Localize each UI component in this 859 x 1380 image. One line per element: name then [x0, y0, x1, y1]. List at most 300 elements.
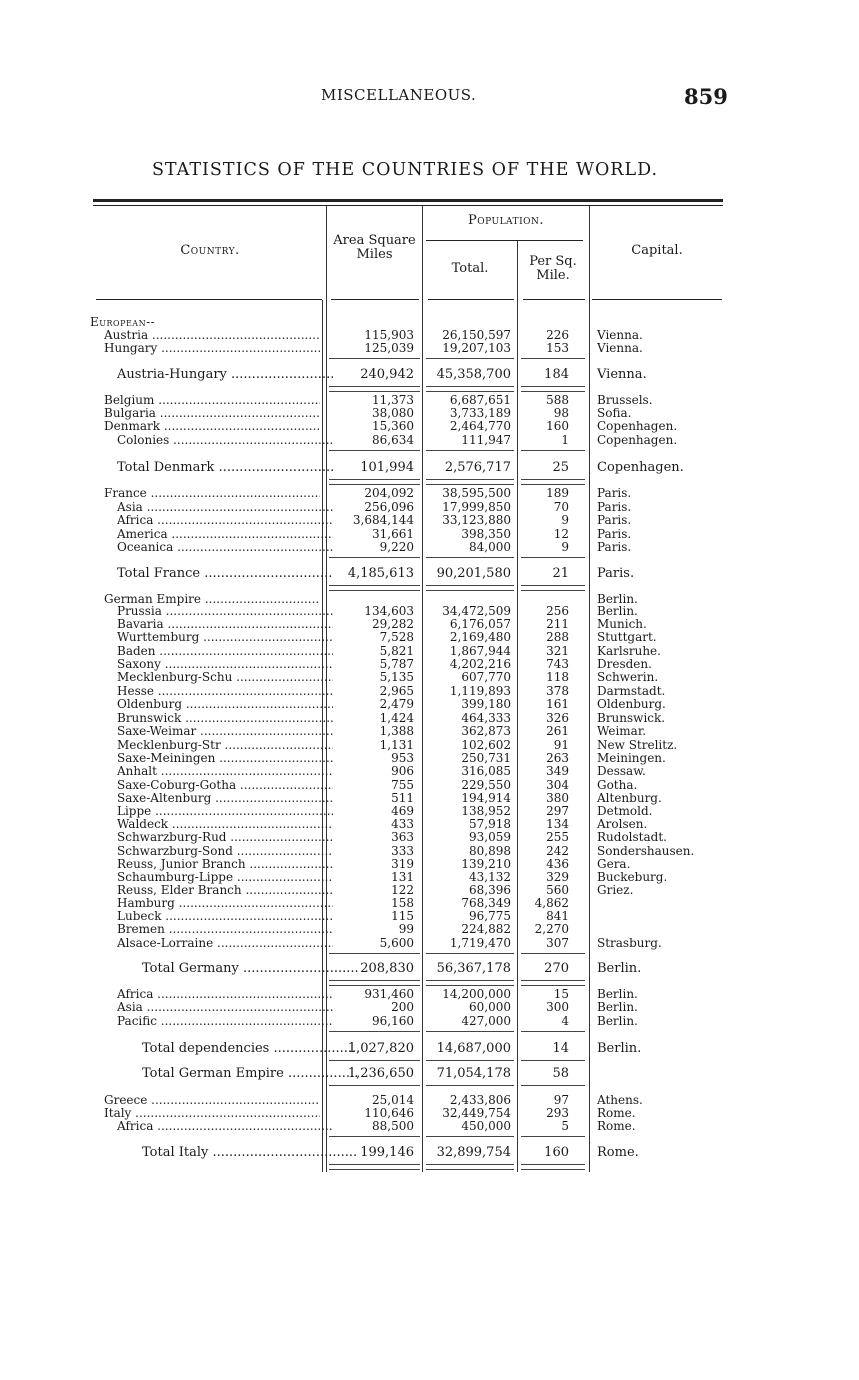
total-double-rule	[329, 585, 420, 591]
per-sq-mile-cell: 297	[546, 804, 569, 818]
country-name	[117, 567, 333, 580]
table-row	[0, 420, 859, 434]
capital-cell: Dresden.	[597, 657, 652, 671]
leader-dots	[215, 752, 333, 765]
per-sq-mile-cell: 70	[553, 500, 569, 514]
total-cell: 17,999,850	[442, 500, 511, 514]
total-cell: 45,358,700	[436, 367, 511, 382]
area-cell: 953	[391, 751, 414, 765]
country-name	[104, 1094, 320, 1107]
leader-dots	[199, 631, 333, 644]
subtotal-rule	[426, 1031, 514, 1032]
subtotal-rule	[329, 1031, 420, 1032]
per-sq-mile-cell: 9	[561, 540, 569, 554]
country-name	[117, 514, 333, 527]
capital-cell: Athens.	[597, 1093, 643, 1107]
country-name	[117, 712, 333, 725]
country-name	[104, 420, 320, 433]
per-sq-mile-cell: 226	[546, 328, 569, 342]
area-cell: 204,092	[364, 486, 414, 500]
subtotal-rule	[521, 358, 585, 359]
per-sq-mile-cell: 160	[544, 1145, 569, 1160]
leader-dots	[226, 831, 333, 844]
per-sq-mile-cell: 4,862	[534, 896, 569, 910]
leader-dots	[155, 645, 333, 658]
total-cell: 2,433,806	[449, 1093, 511, 1107]
capital-cell: Meiningen.	[597, 751, 666, 765]
area-cell: 240,942	[360, 367, 414, 382]
country-name	[117, 618, 333, 631]
total-cell: 33,123,880	[442, 513, 511, 527]
capital-cell: Vienna.	[597, 328, 643, 342]
per-sq-mile-cell: 321	[546, 644, 569, 658]
total-double-rule	[426, 479, 514, 485]
capital-cell: Munich.	[597, 617, 647, 631]
country-name-text: Greece	[104, 1094, 148, 1107]
country-name-text: Schwarzburg-Rud	[117, 831, 227, 844]
total-double-rule	[329, 980, 420, 986]
country-name	[104, 1107, 320, 1120]
country-name	[90, 316, 306, 329]
subtotal-rule	[521, 953, 585, 954]
area-cell: 122	[391, 883, 414, 897]
table-row	[0, 845, 859, 859]
country-name-text: Asia	[117, 1001, 143, 1014]
capital-cell: Sondershausen.	[597, 844, 695, 858]
total-cell: 607,770	[461, 670, 511, 684]
capital-cell: Arolsen.	[597, 817, 648, 831]
country-name-text: Austria	[104, 329, 149, 342]
capital-cell: Vienna.	[597, 367, 647, 382]
per-sq-mile-cell: 1	[561, 433, 569, 447]
header-per-sq-mile: Per Sq. Mile.	[529, 254, 577, 283]
leader-dots	[246, 858, 333, 871]
area-cell: 9,220	[379, 540, 414, 554]
country-name-text: Anhalt	[117, 765, 157, 778]
section-title: MISCELLANEOUS.	[321, 86, 477, 104]
country-name-text: America	[117, 528, 168, 541]
country-name	[104, 394, 320, 407]
area-cell: 25,014	[372, 1093, 414, 1107]
table-row	[0, 937, 859, 951]
table-row	[0, 407, 859, 421]
total-cell: 68,396	[469, 883, 511, 897]
table-row	[0, 1094, 859, 1108]
area-cell: 134,603	[364, 604, 414, 618]
area-cell: 38,080	[372, 406, 414, 420]
leader-dots	[157, 342, 320, 355]
per-sq-mile-cell: 14	[552, 1041, 569, 1056]
subtotal-rule	[521, 1085, 585, 1086]
area-cell: 29,282	[372, 617, 414, 631]
table-row	[0, 871, 859, 885]
total-cell: 194,914	[461, 791, 511, 805]
subtotal-rule	[426, 1060, 514, 1061]
header-total: Total.	[451, 261, 489, 276]
country-name-text: Schwarzburg-Sond	[117, 845, 233, 858]
country-name	[117, 658, 333, 671]
country-name-text: Waldeck	[117, 818, 169, 831]
area-cell: 4,185,613	[347, 566, 414, 581]
leader-dots	[154, 685, 333, 698]
capital-cell: Oldenburg.	[597, 697, 666, 711]
country-name	[117, 818, 333, 831]
header-population: Population.	[467, 213, 545, 228]
capital-cell: Rome.	[597, 1119, 636, 1133]
table-row	[0, 779, 859, 793]
total-cell: 80,898	[469, 844, 511, 858]
per-sq-mile-cell: 378	[546, 684, 569, 698]
total-double-rule	[521, 386, 585, 392]
country-name-text: Saxe-Meiningen	[117, 752, 216, 765]
per-sq-mile-cell: 288	[546, 630, 569, 644]
capital-cell: Paris.	[597, 500, 632, 514]
country-name	[117, 725, 333, 738]
total-cell: 1,119,893	[449, 684, 511, 698]
total-cell: 34,472,509	[442, 604, 511, 618]
country-name	[117, 937, 333, 950]
table-row	[0, 831, 859, 845]
per-sq-mile-cell: 4	[561, 1014, 569, 1028]
country-name-text: Baden	[117, 645, 156, 658]
subtotal-rule	[329, 953, 420, 954]
total-cell: 60,000	[469, 1000, 511, 1014]
total-row	[0, 1042, 859, 1056]
total-cell: 398,350	[461, 527, 511, 541]
per-sq-mile-cell: 380	[546, 791, 569, 805]
leader-dots	[214, 461, 333, 474]
area-cell: 11,373	[372, 393, 414, 407]
total-double-rule	[329, 1164, 420, 1170]
country-name-text: Colonies	[117, 434, 170, 447]
total-cell: 57,918	[469, 817, 511, 831]
table-row	[0, 698, 859, 712]
capital-cell: Rome.	[597, 1145, 639, 1160]
country-name-text: Bulgaria	[104, 407, 156, 420]
country-name-text: German Empire	[104, 593, 201, 606]
country-name	[117, 858, 333, 871]
country-name	[104, 407, 320, 420]
per-sq-mile-cell: 263	[546, 751, 569, 765]
table-row	[0, 329, 859, 343]
country-name-text: Total Germany	[142, 962, 239, 975]
table-row	[0, 618, 859, 632]
table-row	[0, 645, 859, 659]
leader-dots	[147, 1094, 320, 1107]
capital-cell: Rudolstadt.	[597, 830, 667, 844]
area-cell: 7,528	[379, 630, 414, 644]
country-name	[117, 923, 333, 936]
country-name-text: Saxony	[117, 658, 161, 671]
total-row	[0, 1146, 859, 1160]
total-cell: 399,180	[461, 697, 511, 711]
total-row	[0, 567, 859, 581]
capital-cell: Berlin.	[597, 604, 638, 618]
table-row	[0, 541, 859, 555]
capital-cell: Gera.	[597, 857, 631, 871]
leader-dots	[173, 541, 333, 554]
country-name	[117, 461, 333, 474]
per-sq-mile-cell: 329	[546, 870, 569, 884]
capital-cell: Berlin.	[597, 987, 638, 1001]
table-row	[0, 752, 859, 766]
country-name	[117, 645, 333, 658]
total-cell: 6,687,651	[449, 393, 511, 407]
country-name	[117, 871, 333, 884]
country-name-text: Schaumburg-Lippe	[117, 871, 234, 884]
leader-dots	[168, 528, 333, 541]
capital-cell: Copenhagen.	[597, 460, 684, 475]
country-name	[117, 831, 333, 844]
leader-dots	[165, 923, 333, 936]
leader-dots	[153, 1120, 333, 1133]
total-row	[0, 962, 859, 976]
per-sq-mile-cell: 293	[546, 1106, 569, 1120]
per-sq-mile-cell: 91	[553, 738, 569, 752]
country-name-text: Africa	[117, 1120, 154, 1133]
table-row	[0, 765, 859, 779]
subtotal-rule	[521, 1136, 585, 1137]
leader-dots	[169, 434, 333, 447]
total-cell: 2,464,770	[449, 419, 511, 433]
per-sq-mile-cell: 5	[561, 1119, 569, 1133]
country-name-text: Bremen	[117, 923, 165, 936]
leader-dots	[164, 618, 333, 631]
country-name-text: Denmark	[104, 420, 160, 433]
total-cell: 32,449,754	[442, 1106, 511, 1120]
area-cell: 5,600	[379, 936, 414, 950]
per-sq-mile-cell: 2,270	[534, 922, 569, 936]
leader-dots	[157, 1015, 333, 1028]
table-row	[0, 605, 859, 619]
capital-cell: Dessaw.	[597, 764, 646, 778]
capital-cell: Paris.	[597, 566, 635, 581]
table-row	[0, 858, 859, 872]
capital-cell: Copenhagen.	[597, 419, 678, 433]
table-row	[0, 658, 859, 672]
per-sq-mile-cell: 270	[544, 961, 569, 976]
per-sq-mile-cell: 300	[546, 1000, 569, 1014]
leader-dots	[236, 779, 333, 792]
table-row	[0, 1015, 859, 1029]
area-cell: 86,634	[372, 433, 414, 447]
subtotal-rule	[329, 1136, 420, 1137]
leader-dots	[233, 871, 333, 884]
capital-cell: Berlin.	[597, 1000, 638, 1014]
leader-dots	[147, 487, 320, 500]
country-name	[117, 434, 333, 447]
area-cell: 88,500	[372, 1119, 414, 1133]
per-sq-mile-cell: 255	[546, 830, 569, 844]
total-cell: 427,000	[461, 1014, 511, 1028]
area-cell: 3,684,144	[352, 513, 414, 527]
total-cell: 111,947	[461, 433, 511, 447]
total-cell: 138,952	[461, 804, 511, 818]
leader-dots	[148, 329, 320, 342]
table-row	[0, 1107, 859, 1121]
area-cell: 5,787	[379, 657, 414, 671]
capital-cell: Altenburg.	[597, 791, 662, 805]
table-row	[0, 631, 859, 645]
country-name	[104, 329, 320, 342]
leader-dots	[143, 1001, 333, 1014]
table-row	[0, 528, 859, 542]
total-cell: 4,202,216	[449, 657, 511, 671]
per-sq-mile-cell: 841	[546, 909, 569, 923]
leader-dots	[175, 897, 333, 910]
country-name-text: Mecklenburg-Schu	[117, 671, 233, 684]
subtotal-rule	[521, 557, 585, 558]
country-name-text: Africa	[117, 514, 154, 527]
country-name	[117, 1015, 333, 1028]
per-sq-mile-cell: 184	[544, 367, 569, 382]
country-name	[117, 739, 333, 752]
leader-dots	[242, 884, 333, 897]
capital-cell: Sofia.	[597, 406, 632, 420]
per-sq-mile-cell: 160	[546, 419, 569, 433]
total-double-rule	[426, 1164, 514, 1170]
per-sq-mile-cell: 307	[546, 936, 569, 950]
per-sq-mile-cell: 12	[553, 527, 569, 541]
total-cell: 229,550	[461, 778, 511, 792]
area-cell: 906	[391, 764, 414, 778]
table-row	[0, 818, 859, 832]
area-cell: 125,039	[364, 341, 414, 355]
capital-cell: Berlin.	[597, 1041, 642, 1056]
subtotal-rule	[426, 953, 514, 954]
leader-dots	[211, 792, 333, 805]
table-row	[0, 897, 859, 911]
total-cell: 71,054,178	[436, 1066, 511, 1081]
capital-cell: Griez.	[597, 883, 634, 897]
leader-dots	[196, 725, 333, 738]
country-name-text: Belgium	[104, 394, 155, 407]
area-cell: 199,146	[360, 1145, 414, 1160]
table-row	[0, 685, 859, 699]
per-sq-mile-cell: 560	[546, 883, 569, 897]
total-cell: 56,367,178	[436, 961, 511, 976]
subtotal-rule	[426, 557, 514, 558]
total-cell: 43,132	[469, 870, 511, 884]
capital-cell: Berlin.	[597, 592, 638, 606]
country-name-text: Mecklenburg-Str	[117, 739, 221, 752]
capital-cell: Paris.	[597, 486, 632, 500]
area-cell: 1,388	[379, 724, 414, 738]
total-row	[0, 461, 859, 475]
subtotal-rule	[329, 358, 420, 359]
per-sq-mile-cell: 118	[546, 670, 569, 684]
country-name-text: Total dependencies	[142, 1042, 270, 1055]
area-cell: 208,830	[360, 961, 414, 976]
per-sq-mile-cell: 15	[553, 987, 569, 1001]
leader-dots	[153, 988, 333, 1001]
country-name	[104, 487, 320, 500]
country-name	[117, 805, 333, 818]
table-row	[0, 923, 859, 937]
country-name-text: Wurttemburg	[117, 631, 200, 644]
country-name-text: Reuss, Junior Branch	[117, 858, 246, 871]
area-cell: 115,903	[364, 328, 414, 342]
capital-cell: Brussels.	[597, 393, 653, 407]
per-sq-mile-cell: 9	[561, 513, 569, 527]
leader-dots	[181, 712, 333, 725]
area-cell: 2,965	[379, 684, 414, 698]
per-sq-mile-cell: 98	[553, 406, 569, 420]
leader-dots	[131, 1107, 320, 1120]
leader-dots	[213, 937, 333, 950]
area-cell: 31,661	[372, 527, 414, 541]
country-name-text: Total German Empire	[142, 1067, 284, 1080]
country-name	[117, 368, 333, 381]
area-cell: 5,135	[379, 670, 414, 684]
country-name-text: Oceanica	[117, 541, 174, 554]
country-name	[117, 792, 333, 805]
country-name	[104, 342, 320, 355]
country-name-text: Reuss, Elder Branch	[117, 884, 242, 897]
area-cell: 115	[391, 909, 414, 923]
leader-dots	[227, 368, 333, 381]
subtotal-rule	[329, 557, 420, 558]
table-row	[0, 671, 859, 685]
per-sq-mile-cell: 21	[552, 566, 569, 581]
area-cell: 469	[391, 804, 414, 818]
subtotal-rule	[426, 450, 514, 451]
country-name-text: Saxe-Weimar	[117, 725, 197, 738]
country-name-text: Hesse	[117, 685, 154, 698]
country-name-text: Brunswick	[117, 712, 182, 725]
total-cell: 1,719,470	[449, 936, 511, 950]
subtotal-rule	[521, 1060, 585, 1061]
total-cell: 93,059	[469, 830, 511, 844]
subtotal-rule	[426, 358, 514, 359]
country-name-text: Africa	[117, 988, 154, 1001]
table-row	[0, 712, 859, 726]
subtotal-rule	[329, 1085, 420, 1086]
country-name	[117, 779, 333, 792]
country-name	[117, 1001, 333, 1014]
country-name-text: European--	[90, 316, 156, 329]
per-sq-mile-cell: 153	[546, 341, 569, 355]
total-double-rule	[329, 386, 420, 392]
area-cell: 158	[391, 896, 414, 910]
total-cell: 362,873	[461, 724, 511, 738]
area-cell: 2,479	[379, 697, 414, 711]
per-sq-mile-cell: 211	[546, 617, 569, 631]
country-name	[117, 752, 333, 765]
capital-cell: Brunswick.	[597, 711, 666, 725]
total-cell: 6,176,057	[449, 617, 511, 631]
country-name	[117, 501, 333, 514]
country-name-text: Lippe	[117, 805, 152, 818]
total-cell: 450,000	[461, 1119, 511, 1133]
leader-dots	[160, 420, 320, 433]
area-cell: 433	[391, 817, 414, 831]
header-area: Area Square Miles	[333, 233, 416, 262]
capital-cell: Copenhagen.	[597, 433, 678, 447]
leader-dots	[233, 845, 333, 858]
leader-dots	[182, 698, 333, 711]
total-cell: 3,733,189	[449, 406, 511, 420]
category-row	[0, 316, 859, 330]
leader-dots	[161, 910, 333, 923]
subtotal-rule	[329, 450, 420, 451]
area-cell: 110,646	[364, 1106, 414, 1120]
per-sq-mile-cell: 588	[546, 393, 569, 407]
leader-dots	[168, 818, 333, 831]
area-cell: 363	[391, 830, 414, 844]
table-row	[0, 1120, 859, 1134]
capital-cell: Berlin.	[597, 1014, 638, 1028]
